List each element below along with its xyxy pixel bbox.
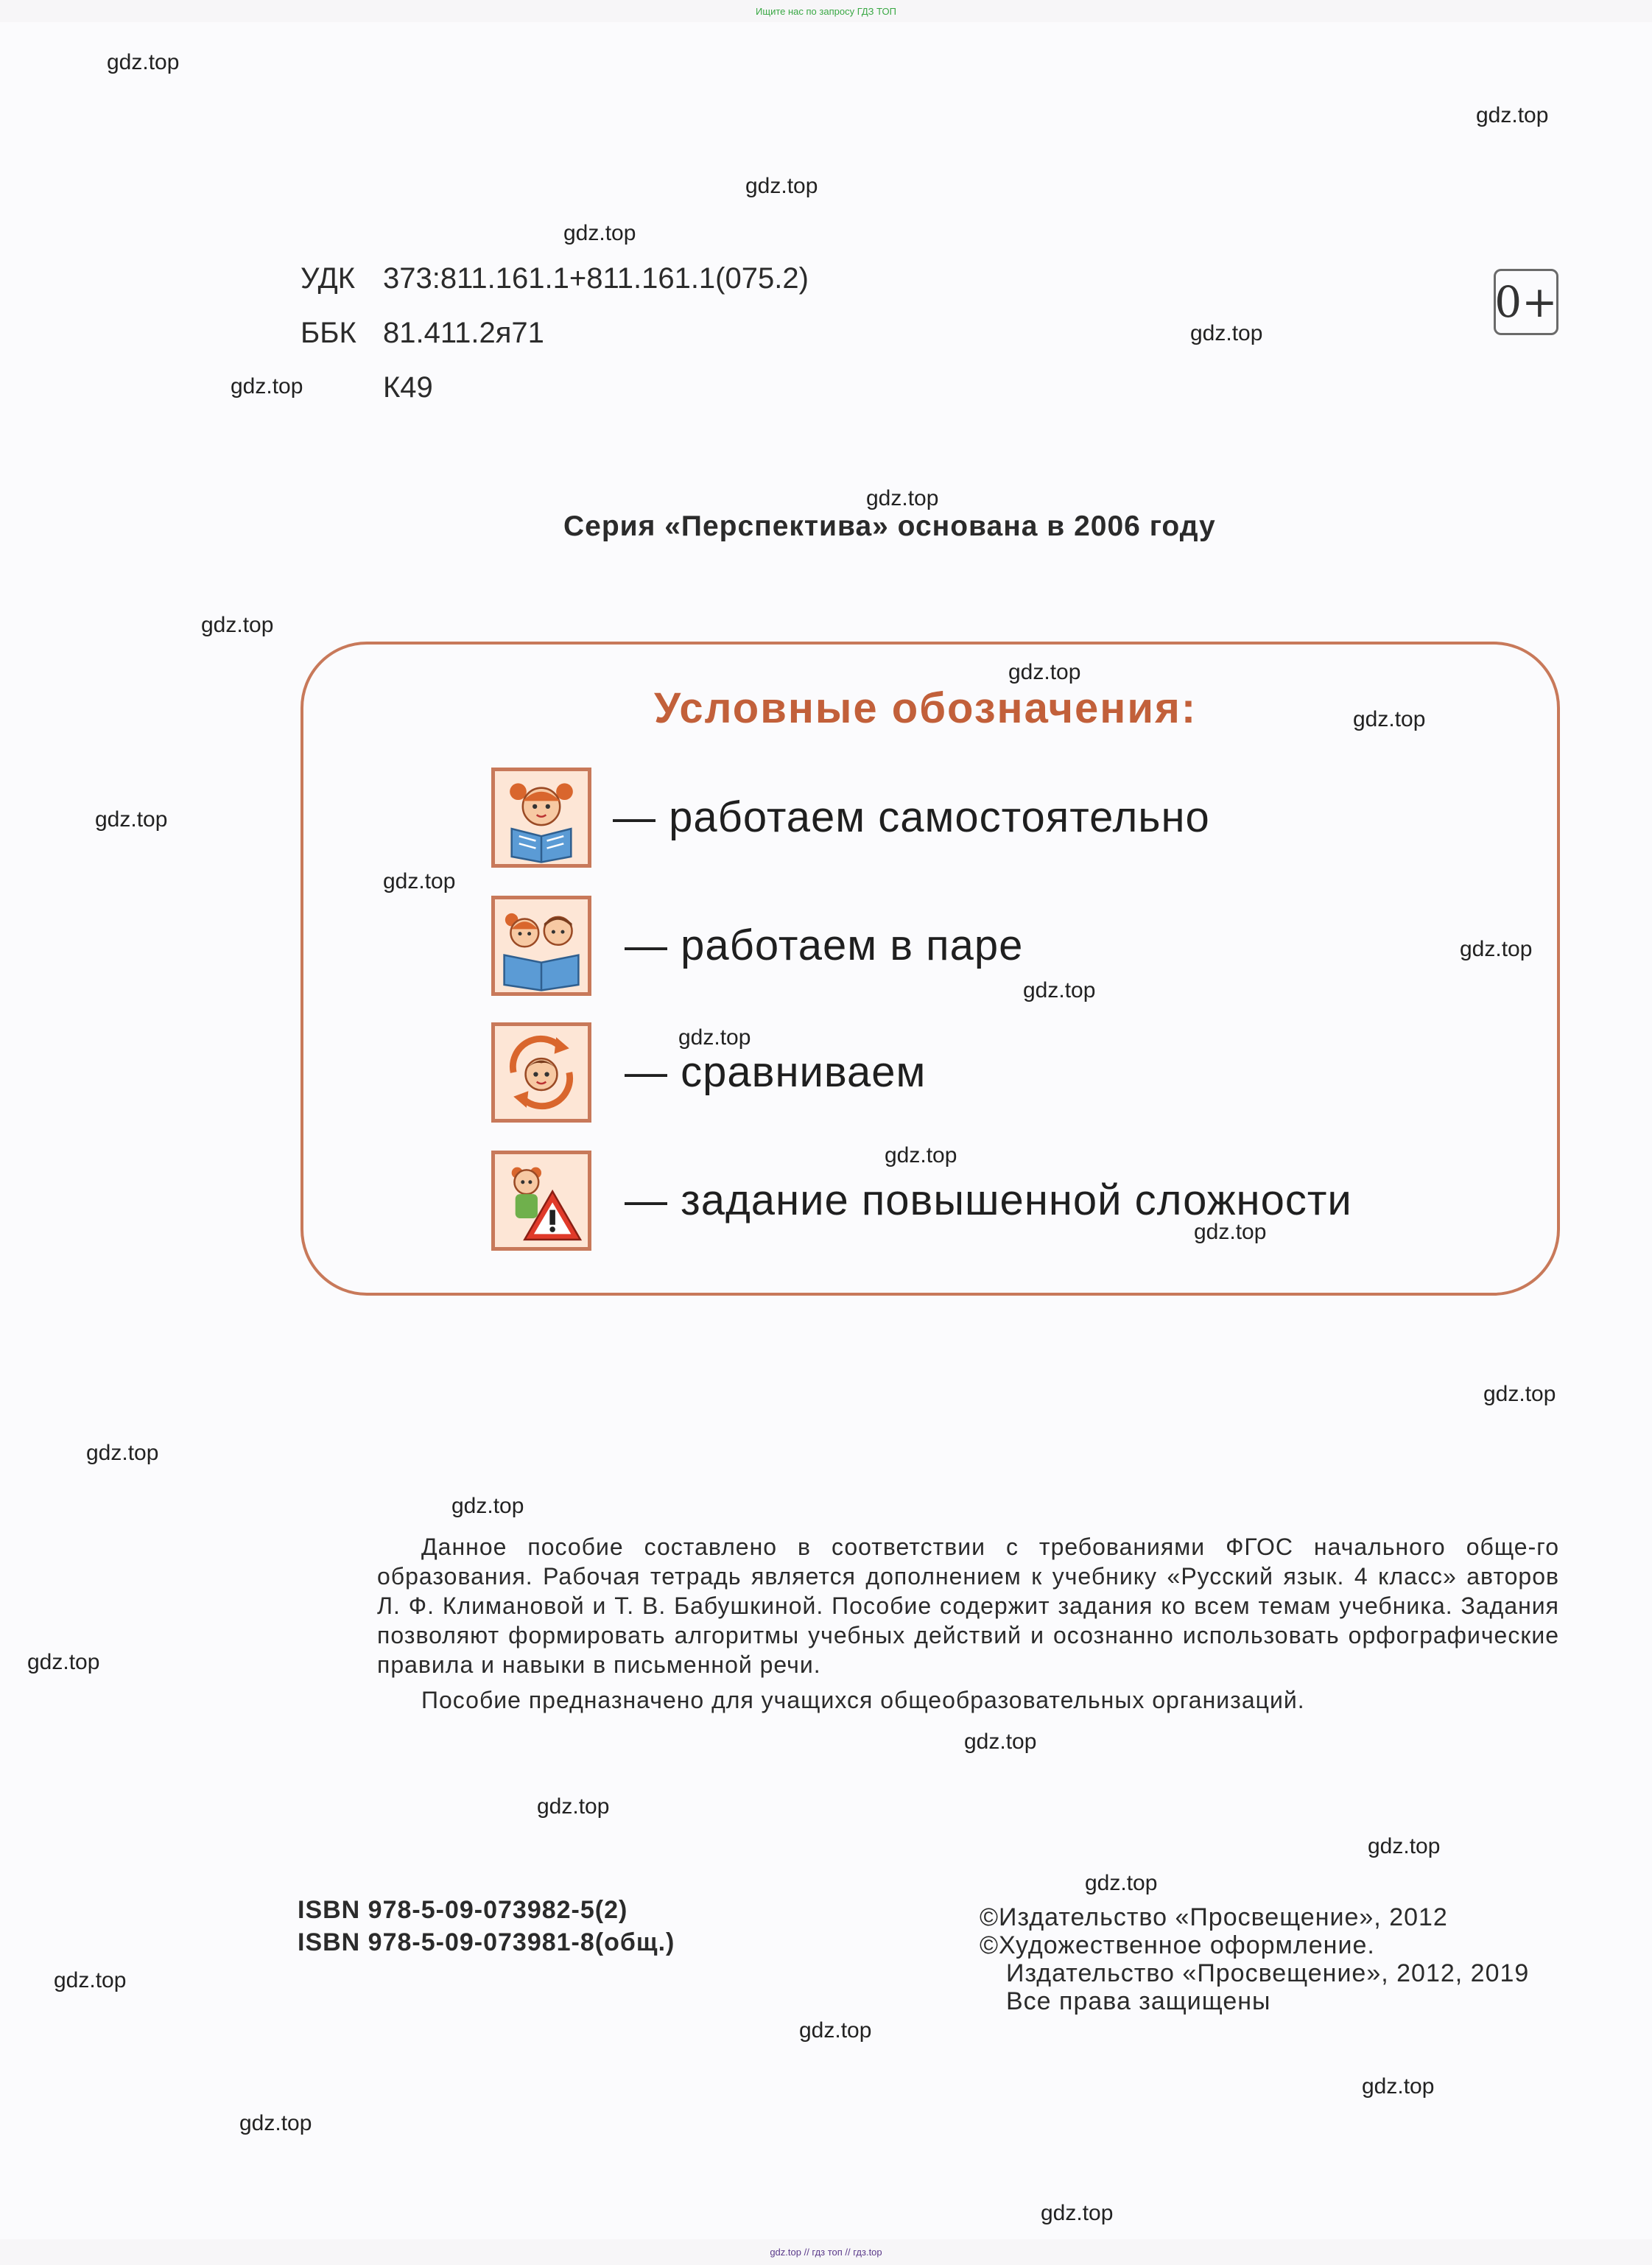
watermark: gdz.top [885, 1143, 957, 1167]
watermark: gdz.top [799, 2018, 872, 2043]
watermark: gdz.top [1362, 2074, 1435, 2099]
watermark: gdz.top [1353, 707, 1426, 731]
age-rating-badge: 0+ [1494, 269, 1558, 335]
warning-sign-icon [491, 1151, 591, 1251]
description-paragraph: Данное пособие составлено в соответствии с требованиями ФГОС начального обще-го образования. Рабочая тетрадь является дополнением к учебнику «Русский язык. 4 класс» авторов Л. Ф. Климановой и Т. В. Бабушкиной. Пособие содержит задания ко всем темам учебника. Задания позволяют формировать алгоритмы учебных действий и осознанно использовать орфографические правила и навыки в письменной речи. [377, 1534, 1559, 1678]
copyright-line-3: Издательство «Просвещение», 2012, 2019 [1006, 1959, 1530, 1987]
series-note: Серия «Перспектива» основана в 2006 году [563, 510, 1216, 542]
watermark: gdz.top [678, 1025, 751, 1050]
watermark: gdz.top [537, 1794, 610, 1819]
isbn-line-1: ISBN 978-5-09-073982-5(2) [298, 1896, 628, 1924]
watermark: gdz.top [1023, 978, 1096, 1002]
girl-reading-icon [491, 768, 591, 868]
watermark: gdz.top [27, 1650, 100, 1674]
copyright-line-2: ©Художественное оформление. [980, 1931, 1375, 1959]
bottom-banner: gdz.top // гдз топ // гдз.top [770, 2247, 882, 2258]
legend-title: Условные обозначения: [654, 684, 1198, 732]
watermark: gdz.top [239, 2111, 312, 2135]
watermark: gdz.top [86, 1441, 159, 1465]
watermark: gdz.top [95, 807, 168, 832]
watermark: gdz.top [1190, 321, 1263, 345]
compare-icon [491, 1022, 591, 1123]
pair-reading-icon [491, 896, 591, 996]
top-banner: Ищите нас по запросу ГДЗ ТОП [756, 6, 896, 17]
watermark: gdz.top [1476, 103, 1549, 127]
watermark: gdz.top [964, 1730, 1037, 1754]
watermark: gdz.top [54, 1968, 127, 1992]
watermark: gdz.top [383, 869, 456, 893]
bbk-label: ББК [300, 317, 356, 349]
copyright-line-1: ©Издательство «Просвещение», 2012 [980, 1903, 1448, 1931]
isbn-line-2: ISBN 978-5-09-073981-8(общ.) [298, 1928, 675, 1956]
author-mark: К49 [383, 371, 433, 404]
watermark: gdz.top [1008, 660, 1081, 684]
watermark: gdz.top [1041, 2201, 1114, 2225]
udk-label: УДК [300, 262, 356, 295]
legend-text-compare: — сравниваем [625, 1048, 927, 1096]
watermark: gdz.top [866, 486, 939, 510]
watermark: gdz.top [1460, 937, 1533, 961]
legend-text-advanced: — задание повышенной сложности [625, 1176, 1352, 1224]
watermark: gdz.top [201, 613, 274, 637]
watermark: gdz.top [107, 50, 180, 74]
audience-paragraph: Пособие предназначено для учащихся общеобразовательных организаций. [421, 1687, 1305, 1713]
watermark: gdz.top [563, 221, 636, 245]
legend-text-independent: — работаем самостоятельно [613, 793, 1210, 841]
watermark: gdz.top [451, 1494, 524, 1518]
watermark: gdz.top [745, 174, 818, 198]
watermark: gdz.top [1194, 1220, 1267, 1244]
legend-text-pair: — работаем в паре [625, 921, 1024, 969]
copyright-line-4: Все права защищены [1006, 1987, 1271, 2015]
udk-value: 373:811.161.1+811.161.1(075.2) [383, 262, 809, 295]
watermark: gdz.top [231, 374, 303, 398]
bbk-value: 81.411.2я71 [383, 317, 544, 349]
watermark: gdz.top [1085, 1871, 1158, 1895]
watermark: gdz.top [1368, 1834, 1441, 1858]
watermark: gdz.top [1483, 1382, 1556, 1406]
